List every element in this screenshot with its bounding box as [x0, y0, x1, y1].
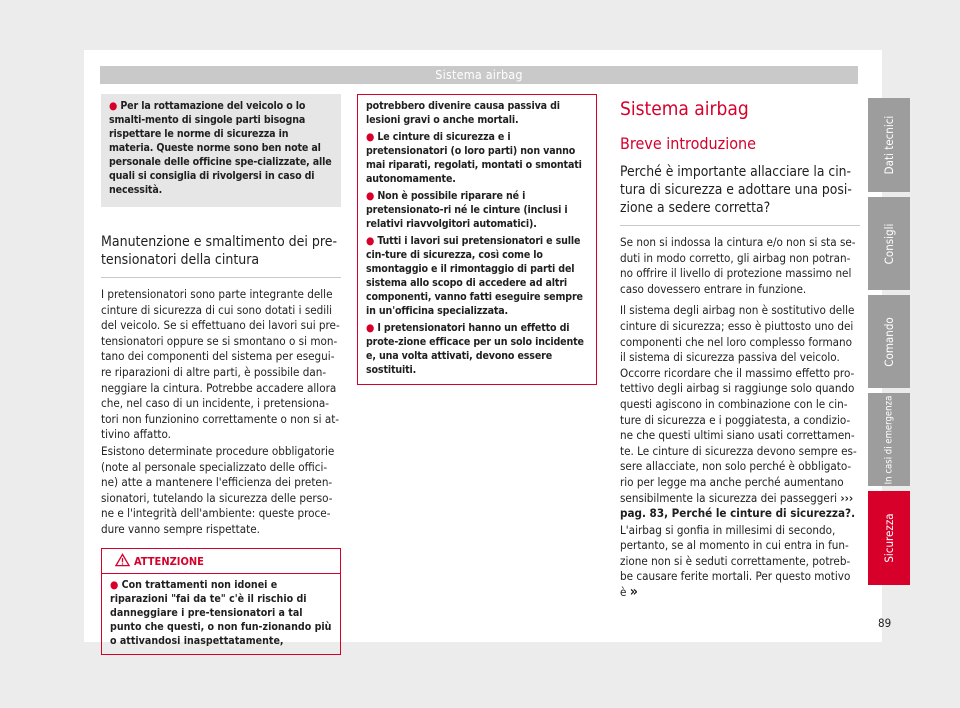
note-bullet: ● Per la rottamazione del veicolo o lo smalti-mento di singole parti bisogna rispettare le norme di sicurezza in materia. Queste norme sono ben note al personale delle officine spe-cializzate, alle quali si consiglia di rivolgersi in caso di necessità. — [109, 100, 332, 196]
question-heading: Perché è importante allacciare la cin-tura di sicurezza e adottare una posi-zione a sedere corretta? — [620, 163, 860, 226]
tab-consigli[interactable]: Consigli — [868, 197, 910, 290]
paragraph: Se non si indossa la cintura e/o non si sta se-duti in modo corretto, gli airbag non potran-no offrire il livello di protezione massimo nel caso dovessero entrare in funzione. — [620, 235, 856, 296]
bullet-dot-icon: ● — [366, 235, 378, 247]
warning-body: ● Con trattamenti non idonei e riparazioni "fai da te" c'è il rischio di danneggiare i pre-tensionatori a tal punto che questi, o non fun-zionando più o attivandosi inaspettatamente, — [110, 578, 332, 647]
right-column — [620, 94, 860, 601]
section-subtitle: Breve introduzione — [620, 134, 756, 153]
continue-arrow-icon: » — [629, 584, 638, 601]
warning-triangle-icon — [115, 553, 130, 567]
warning-header — [102, 549, 340, 574]
page-reference-link[interactable]: pag. 83, Perché le cinture di sicurezza?. — [620, 506, 856, 521]
warning-bullet: ● Non è possibile riparare né i pretensionato-ri né le cinture (inclusi i relativi riavvolgitori automatici). — [366, 190, 568, 230]
warning-box — [101, 548, 341, 655]
link-arrow-icon: ››› — [840, 490, 854, 505]
tab-dati-tecnici[interactable]: Dati tecnici — [868, 98, 910, 192]
middle-column — [357, 94, 597, 385]
warning-title: ATTENZIONE — [134, 554, 204, 568]
continuation-text: potrebbero divenire causa passiva di lesioni gravi o anche mortali. — [366, 100, 560, 126]
warning-bullet: ● Le cinture di sicurezza e i pretensionatori (o loro parti) non vanno mai riparati, regolati, montati o smontati autonomamente. — [366, 131, 582, 185]
warning-bullet: ● Tutti i lavori sui pretensionatori e sulle cin-ture di sicurezza, così come lo smontaggio e il rimontaggio di parti del sistema allo scopo di accedere ad altri componenti, vanno fatti eseguire sempre in un'officina specializzata. — [366, 235, 583, 317]
note-box — [101, 94, 341, 207]
warning-bullet: ● I pretensionatori hanno un effetto di prote-zione efficace per un solo incidente e, una volta attivati, devono essere sostituiti. — [366, 322, 584, 376]
paragraph: L'airbag si gonfia in millesimi di secondo, pertanto, se al momento in cui entra in fun-zione non si è seduti correttamente, potreb-be causare ferite mortali. Per questo motivo è » — [620, 522, 851, 601]
header-title: Sistema airbag — [435, 67, 523, 82]
chapter-title: Sistema airbag — [620, 98, 749, 120]
bullet-dot-icon: ● — [110, 578, 122, 591]
warning-continuation-box — [357, 94, 597, 385]
tab-comando[interactable]: Comando — [868, 295, 910, 388]
page-number: 89 — [878, 616, 892, 630]
tab-in-casi-di-emergenza[interactable]: In casi di emergenza — [868, 393, 910, 486]
bullet-dot-icon: ● — [366, 322, 378, 334]
bullet-dot-icon: ● — [366, 190, 378, 202]
section-heading: Manutenzione e smaltimento dei pre-tensionatori della cintura — [101, 233, 341, 278]
paragraph: I pretensionatori sono parte integrante delle cinture di sicurezza di cui sono dotati i sedili del veicolo. Se si effettuano dei lavori sui pre-tensionatori oppure se si smontano o si mon-tano dei componenti del sistema per esegui-re riparazioni di altre parti, è possibile dan-neggiare la cintura. Potrebbe accadere allora che, nel caso di un incidente, i pretensiona-tori non funzionino correttamente o non si at-tivino affatto. — [101, 287, 340, 442]
left-column — [101, 94, 341, 655]
bullet-dot-icon: ● — [109, 100, 121, 112]
tab-sicurezza[interactable]: Sicurezza — [868, 491, 910, 585]
bullet-dot-icon: ● — [366, 131, 378, 143]
paragraph: Esistono determinate procedure obbligatorie (note al personale specializzato delle offici-ne) atte a mantenere l'efficienza dei preten-sionatori, tutelando la sicurezza delle perso-ne e l'integrità dell'ambiente: queste proce-dure vanno sempre rispettate. — [101, 443, 335, 536]
paragraph: Il sistema degli airbag non è sostitutivo delle cinture di sicurezza; esso è piuttosto uno dei componenti che nel loro complesso formano il sistema di sicurezza passiva del veicolo. Occorre ricordare che il massimo effetto pro-tettivo degli airbag si raggiunge solo quando questi agiscono in combinazione con le cin-ture di sicurezza e i poggiatesta, a condizio-ne che questi ultimi siano usati correttamen-te. Le cinture di sicurezza devono sempre es-sere allacciate, non solo perché è obbligato-rio per legge ma anche perché aumentano sensibilmente la sicurezza dei passeggeri ››› pag. 83, Perché le cinture di sicurezza?. — [620, 303, 857, 521]
